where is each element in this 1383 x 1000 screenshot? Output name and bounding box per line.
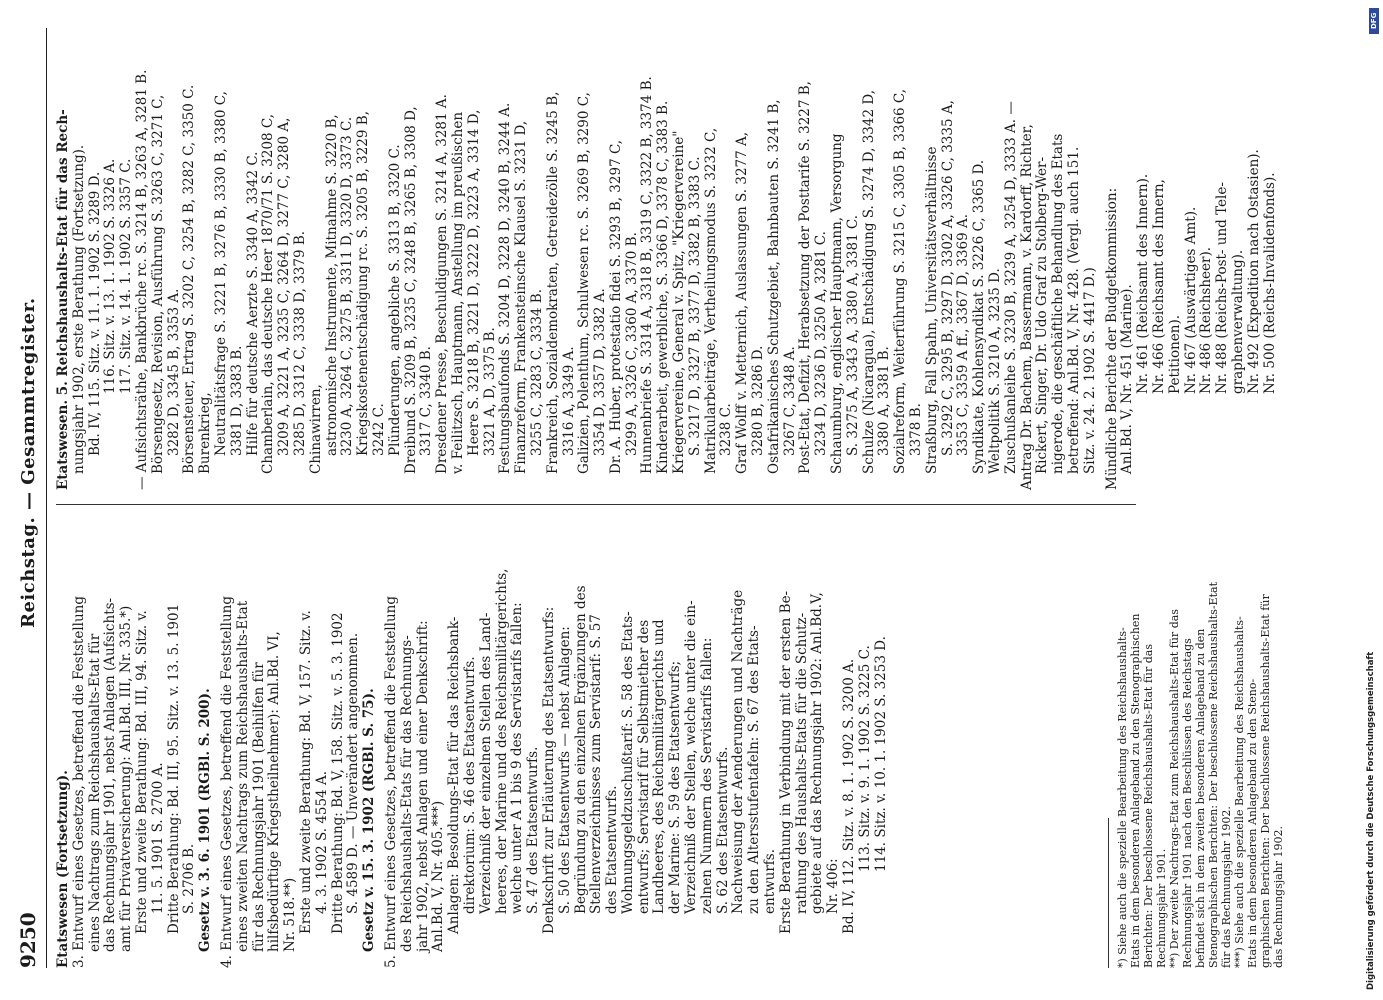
index-entry-line: 114. Sitz. v. 10. 1. 1902 S. 3253 D. xyxy=(872,636,889,872)
index-entry-line: Antrag Dr. Bachem, Bassermann, v. Kardorff, Richter, xyxy=(1018,124,1035,490)
index-entry-line: Nr. 467 (Auswärtiges Amt). xyxy=(1182,206,1199,394)
index-entry-line: Hunnenbriefe S. 3314 A, 3318 B, 3319 C, 3322 B, 3374 B. xyxy=(639,76,656,474)
index-entry-line: des Etatsentwurfs. xyxy=(604,785,621,914)
index-entry-line: das Rechnungsjahr 1901, nebst Anlagen (Aufsichts- xyxy=(102,597,119,952)
index-entry-line: 3242 C. xyxy=(370,403,387,456)
index-entry-line: 113. Sitz. v. 9. 1. 1902 S. 3225 C. xyxy=(856,645,873,872)
index-entry-line: Festungsbaufonds S. 3204 D, 3228 D, 3240 B, 3244 A. xyxy=(497,102,514,474)
index-entry-line: nungsjahr 1902, erste Berathung (Fortsetzung). xyxy=(70,144,87,474)
index-entry-line: 3234 D, 3236 D, 3250 A, 3281 C. xyxy=(813,231,830,456)
index-entry-line: eines Nachtrags zum Reichshaushalts-Etat für xyxy=(86,633,103,952)
index-entry-line: Erste und zweite Berathung: Bd. III, 94. Sitz. v. xyxy=(133,610,150,934)
index-entry-line: Hilfe für deutsche Aerzte S. 3340 A, 3342 C. xyxy=(244,151,261,456)
footnote-rule xyxy=(1108,818,1109,968)
index-entry-line: Nr. 406: xyxy=(825,858,842,914)
index-entry-line: Chinawirren, xyxy=(307,384,324,474)
index-entry-line: Nr. 461 (Reichsamt des Innern). xyxy=(1135,173,1152,394)
footnote-line: Stenographischen Berichten: Der beschlossene Reichshaushalts-Etat xyxy=(1207,582,1220,968)
left-column xyxy=(56,520,1086,968)
index-entry-line: Weltpolitik S. 3210 A, 3235 D. xyxy=(987,268,1004,474)
index-entry-line: Anl.Bd. V, Nr. 405.***) xyxy=(430,800,447,952)
index-entry-line: Mündliche Berichte der Budgetkommission: xyxy=(1103,187,1120,490)
index-entry-line: S. 3292 C, 3295 B, 3297 D, 3302 A, 3326 C, 3335 A, xyxy=(939,100,956,456)
footnote-line: für das Rechnungsjahr 1902. xyxy=(1220,806,1233,968)
index-entry-line: entwurfs. xyxy=(762,848,779,914)
column-divider xyxy=(56,504,1136,505)
index-entry-line: Anl.Bd. V, Nr. 451 (Marine). xyxy=(1119,284,1136,474)
index-entry-line: Syndikate, Kohlensyndikat S. 3226 C, 3365 D. xyxy=(971,159,988,474)
index-entry-line: 3353 C, 3359 A ff., 3367 D, 3369 A. xyxy=(955,213,972,456)
index-entry-line: Nr. 492 (Expedition nach Ostasien). xyxy=(1245,149,1262,394)
index-entry-line: Börsensteuer, Ertrag S. 3202 C, 3254 B, 3282 C, 3350 C. xyxy=(181,84,198,474)
index-entry-line: 3255 C, 3283 C, 3334 B. xyxy=(528,288,545,456)
index-entry-line: der Marine: S. 59 des Etatsentwurfs; xyxy=(667,660,684,914)
index-entry-line: Zuschußanleihe S. 3230 B, 3239 A, 3254 D, 3333 A. — xyxy=(1002,101,1019,474)
index-entry-line: Bd. IV, 112. Sitz. v. 8. 1. 1902 S. 3200 A. xyxy=(841,658,858,934)
index-entry-line: 3238 C. xyxy=(718,403,735,456)
footnote-line: Rechnungsjahr 1901. xyxy=(1155,848,1168,968)
index-entry-line: direktorium: S. 46 des Etatsentwurfs. xyxy=(461,656,478,914)
index-entry-line: rathung des Haushalts-Etats für die Schutz- xyxy=(793,612,810,914)
index-entry-line: S. 62 des Etatsentwurfs. xyxy=(714,746,731,914)
index-entry-line: Straßburg, Fall Spahn, Universitätsverhältnisse xyxy=(923,146,940,474)
index-entry-line: 3317 C, 3340 B. xyxy=(418,346,435,456)
index-entry-line: Kriegskostenentschädigung rc. S. 3205 B, 3229 B, xyxy=(355,111,372,456)
index-entry-line: 3316 A, 3349 A. xyxy=(560,346,577,456)
index-entry-line: Verzeichniß der Stellen, welche unter die ein- xyxy=(683,600,700,914)
index-entry-line: Stellenverzeichnisses zum Servistarif: S. 57 xyxy=(588,614,605,914)
index-entry-line: Dreibund S. 3209 B, 3235 C, 3248 B, 3265 B, 3308 D, xyxy=(402,106,419,474)
index-entry-line: Plünderungen, angebliche S. 3313 B, 3320 C. xyxy=(386,144,403,456)
index-entry-line: für das Rechnungsjahr 1901 (Beihilfen für xyxy=(250,662,267,952)
index-entry-line: S. 47 des Etatsentwurfs. xyxy=(525,746,542,914)
index-entry-line: Graf Wolff v. Metternich, Auslassungen S. 3277 A, xyxy=(734,131,751,474)
index-entry-line: Matrikularbeiträge, Vertheilungsmodus S. 3232 C, xyxy=(702,127,719,474)
index-entry-line: Bd. IV, 115. Sitz. v. 11. 1. 1902 S. 3289 D. xyxy=(86,171,103,456)
index-entry-line: S. 3217 D, 3327 B, 3377 D, 3382 B, 3383 C. xyxy=(686,156,703,456)
index-entry-line: zelnen Nummern des Servistarifs fallen: xyxy=(698,637,715,914)
index-entry-line: Schaumburg, englischer Hauptmann, Versorgung xyxy=(829,133,846,474)
index-entry-line: Dritte Berathung: Bd. III, 95. Sitz. v. 13. 5. 1901 xyxy=(165,603,182,934)
index-entry-line: welche unter A 1 bis 9 des Servistarifs fallen: xyxy=(509,602,526,914)
index-entry-line: Nachweisung der Aenderungen und Nachträge xyxy=(730,589,747,914)
index-entry-line: hilfsbedürftige Kriegstheilnehmer): Anl.Bd. VI, xyxy=(266,631,283,952)
index-entry-line: nigerode, die geschäftliche Behandlung des Etats xyxy=(1050,133,1067,474)
index-entry-line: Erste und zweite Berathung: Bd. V, 157. Sitz. v. xyxy=(297,610,314,934)
index-entry-line: 3354 D, 3357 D, 3382 A. xyxy=(592,288,609,456)
index-entry-line: Kinderarbeit, gewerbliche, S. 3366 D, 3378 C, 3383 B. xyxy=(655,100,672,474)
index-entry-line: 5. Entwurf eines Gesetzes, betreffend die Feststellung xyxy=(382,595,399,968)
index-entry-line: 4. 3. 1902 S. 4554 A. xyxy=(313,770,330,914)
index-entry-line: Kriegervereine, General v. Spitz, "Kriegervereine" xyxy=(671,130,688,474)
index-entry-line: 3378 B. xyxy=(908,403,925,456)
index-entry-line: S. 3275 A, 3343 A, 3380 A, 3381 C. xyxy=(844,214,861,456)
index-entry-line: Wohnungsgeldzuschußtarif: S. 58 des Etats- xyxy=(619,611,636,914)
index-entry-line: 116. Sitz. v. 13. 1. 1902 S. 3326 A. xyxy=(102,158,119,394)
index-entry-line: 3209 A, 3221 A, 3235 C, 3264 D, 3277 C, 3280 A, xyxy=(276,117,293,456)
index-entry-line: eines zweiten Nachtrags zum Reichshaushalts-Etat xyxy=(234,600,251,952)
index-entry-line: v. Feilitzsch, Hauptmann, Anstellung im preußischen xyxy=(449,111,466,474)
index-entry-line: amt für Privatversicherung): Anl.Bd. III, Nr. 335.*) xyxy=(118,605,135,952)
index-entry-line: Etatswesen (Fortsetzung). xyxy=(55,770,71,968)
index-entry-line: Sitz. v. 24. 2. 1902 S. 4417 D.) xyxy=(1081,267,1098,474)
index-entry-line: Nr. 466 (Reichsamt des Innern, xyxy=(1150,179,1167,394)
index-entry-line: S. 50 des Etatsentwurfs — nebst Anlagen: xyxy=(556,626,573,914)
index-entry-line: Gesetz v. 3. 6. 1901 (RGBl. S. 200). xyxy=(197,688,214,952)
footnote-line: graphischen Berichten: Der beschlossene Reichshaushalts-Etat für xyxy=(1259,594,1272,968)
index-entry-line: 11. 5. 1901 S. 2700 A. xyxy=(149,762,166,914)
index-entry-line: Dritte Berathung: Bd. V, 158. Sitz. v. 5. 3. 1902 xyxy=(329,612,346,934)
index-entry-line: Nr. 500 (Reichs-Invalidenfonds). xyxy=(1261,172,1278,394)
index-entry-line: betreffend: Anl.Bd. V, Nr. 428. (Vergl. auch 151. xyxy=(1066,146,1082,474)
index-entry-line: 3. Entwurf eines Gesetzes, betreffend die Feststellung xyxy=(70,595,87,968)
index-entry-line: Petitionen). xyxy=(1166,314,1183,394)
index-entry-line: Dr. A. Huber, protestatio fidei S. 3293 B, 3297 C, xyxy=(607,139,624,474)
index-entry-line: jahr 1902, nebst Anlagen und einer Denkschrift: xyxy=(414,620,431,952)
index-entry-line: Finanzreform, Frankensteinsche Klausel S. 3231 D, xyxy=(513,120,530,474)
index-entry-line: Frankreich, Sozialdemokraten, Getreidezölle S. 3245 B, xyxy=(544,91,561,474)
running-title: Reichstag. — Gesammtregister. xyxy=(18,297,39,628)
index-entry-line: 117. Sitz. v. 14. 1. 1902 S. 3357 C. xyxy=(118,158,135,394)
footnote-line: **) Der zweite Nachtrags-Etat zum Reichshaushalts-Etat für das xyxy=(1168,609,1181,968)
index-entry-line: 3299 A, 3326 C, 3360 A, 3370 B. xyxy=(623,232,640,456)
index-entry-line: Rickert, Singer, Dr. Udo Graf zu Stolberg-Wer- xyxy=(1034,156,1051,474)
page-number: 9250 xyxy=(16,912,40,968)
index-entry-line: Ostafrikanisches Schutzgebiet, Bahnbauten S. 3241 B, xyxy=(765,99,782,474)
index-entry-line: Verzeichniß der einzelnen Stellen des Land- xyxy=(477,612,494,914)
index-entry-line: astronomische Instrumente, Mitnahme S. 3220 B, xyxy=(323,114,340,456)
index-entry-line: Chamberlain, das deutsche Heer 1870/71 S. 3208 C, xyxy=(260,113,277,474)
footnote-line: ***) Siehe auch die spezielle Bearbeitung des Reichshaushalts- xyxy=(1233,616,1246,968)
index-entry-line: Post-Etat, Defizit, Herabsetzung der Posttarife S. 3227 B, xyxy=(797,81,814,474)
footnote-line: Etats in dem besonderen Anlageband zu den Steno- xyxy=(1246,678,1259,968)
index-entry-line: Neutralitätsfrage S. 3221 B, 3276 B, 3330 B, 3380 C, xyxy=(212,91,229,456)
footnotes xyxy=(1116,520,1316,968)
index-entry-line: Sozialreform, Weiterführung S. 3215 C, 3305 B, 3366 C, xyxy=(892,88,909,474)
index-entry-line: des Reichshaushalts-Etats für das Rechnungs- xyxy=(398,635,415,952)
index-entry-line: graphenverwaltung). xyxy=(1229,249,1246,394)
rotated-page xyxy=(12,28,1332,968)
index-entry-line: Galizien, Polenthum, Schulwesen rc. S. 3269 B, 3290 C, xyxy=(576,92,593,474)
index-entry-line: entwurfs; Servistarif für Selbstmiether des xyxy=(635,619,652,914)
index-entry-line: Denkschrift zur Erläuterung des Etatsentwurfs: xyxy=(540,606,557,934)
footnote-line: *) Siehe auch die spezielle Bearbeitung des Reichshaushalts- xyxy=(1116,627,1129,968)
index-entry-line: 3380 A, 3381 B. xyxy=(876,346,893,456)
index-entry-line: 3230 A, 3264 C, 3275 B, 3311 D, 3320 D, 3373 C. xyxy=(339,116,356,456)
index-entry-line: zu den Altersstufentafeln: S. 67 des Etats- xyxy=(746,625,763,914)
index-entry-line: Dresdener Presse, Beschuldigungen S. 3214 A, 3281 A. xyxy=(434,94,451,474)
footnote-line: Berichten: Der beschlossene Reichshaushalts-Etat für das xyxy=(1142,644,1155,968)
index-entry-line: Nr. 518.**) xyxy=(282,877,299,952)
index-entry-line: Schulze (Nicaragua), Entschädigung S. 3274 D, 3342 D, xyxy=(860,90,877,474)
index-entry-line: Anlagen: Besoldungs-Etat für das Reichsbank- xyxy=(446,616,463,934)
index-entry-line: Börsengesetz, Revision, Ausführung S. 3263 C, 3271 C, xyxy=(149,94,166,474)
footnote-line: Rechnungsjahr 1901 nach den Beschlüssen des Reichstags xyxy=(1181,638,1194,968)
index-entry-line: Erste Berathung in Verbindung mit der ersten Be- xyxy=(777,590,794,934)
index-entry-line: — Aufsichtsräthe, Bankbrüche rc. S. 3214 B, 3263 A, 3281 B. xyxy=(133,69,150,490)
page-header xyxy=(12,28,47,968)
index-entry-line: 3381 D, 3383 B. xyxy=(228,345,245,456)
dfg-logo-icon: DFG xyxy=(1369,8,1379,34)
index-entry-line: Begründung zu den einzelnen Ergänzungen des xyxy=(572,585,589,914)
index-entry-line: 3285 D, 3312 C, 3338 D, 3379 B. xyxy=(291,230,308,456)
index-entry-line: 4. Entwurf eines Gesetzes, betreffend die Feststellung xyxy=(218,595,235,968)
index-entry-line: heeres, der Marine und des Reichsmilitärgerichts, xyxy=(493,568,510,914)
index-entry-line: 3321 A, D, 3375 B. xyxy=(481,327,498,456)
right-column xyxy=(55,42,1278,490)
index-entry-line: gebiete auf das Rechnungsjahr 1902: Anl.Bd.V, xyxy=(809,592,826,914)
index-entry-line: Gesetz v. 15. 3. 1902 (RGBl. S. 75). xyxy=(361,688,378,952)
index-entry-line: 3280 B, 3286 D. xyxy=(750,345,767,456)
index-entry-line: S. 4589 D. — Unverändert angenommen. xyxy=(345,632,362,914)
footnote-line: befindet sich in dem zweiten besonderen Anlageband zu den xyxy=(1194,628,1207,968)
index-entry-line: Nr. 488 (Reichs-Post- und Tele- xyxy=(1214,182,1231,394)
index-entry-line: Etatswesen. 5. Reichshaushalts-Etat für das Rech- xyxy=(55,109,71,490)
index-entry-line: S. 2706 B. xyxy=(181,843,198,914)
index-entry-line: Burenkrieg, xyxy=(197,392,214,474)
footnote-line: das Rechnungsjahr 1902. xyxy=(1272,825,1285,968)
dfg-margin-note: Digitalisierung gefördert durch die Deutsche Forschungsgemeinschaft xyxy=(1366,651,1376,990)
footnote-line: Etats in dem besonderen Anlageband zu den Stenographischen xyxy=(1129,613,1142,968)
index-entry-line: Nr. 486 (Reichsheer). xyxy=(1198,246,1215,394)
index-entry-line: Heere S. 3218 B, 3221 D, 3222 D, 3223 A, 3314 D, xyxy=(465,109,482,456)
index-entry-line: 3267 C, 3348 A. xyxy=(781,346,798,456)
index-entry-line: 3282 D, 3345 B, 3353 A. xyxy=(165,288,182,456)
index-entry-line: Landheeres, des Reichsmilitärgerichts und xyxy=(651,619,668,914)
